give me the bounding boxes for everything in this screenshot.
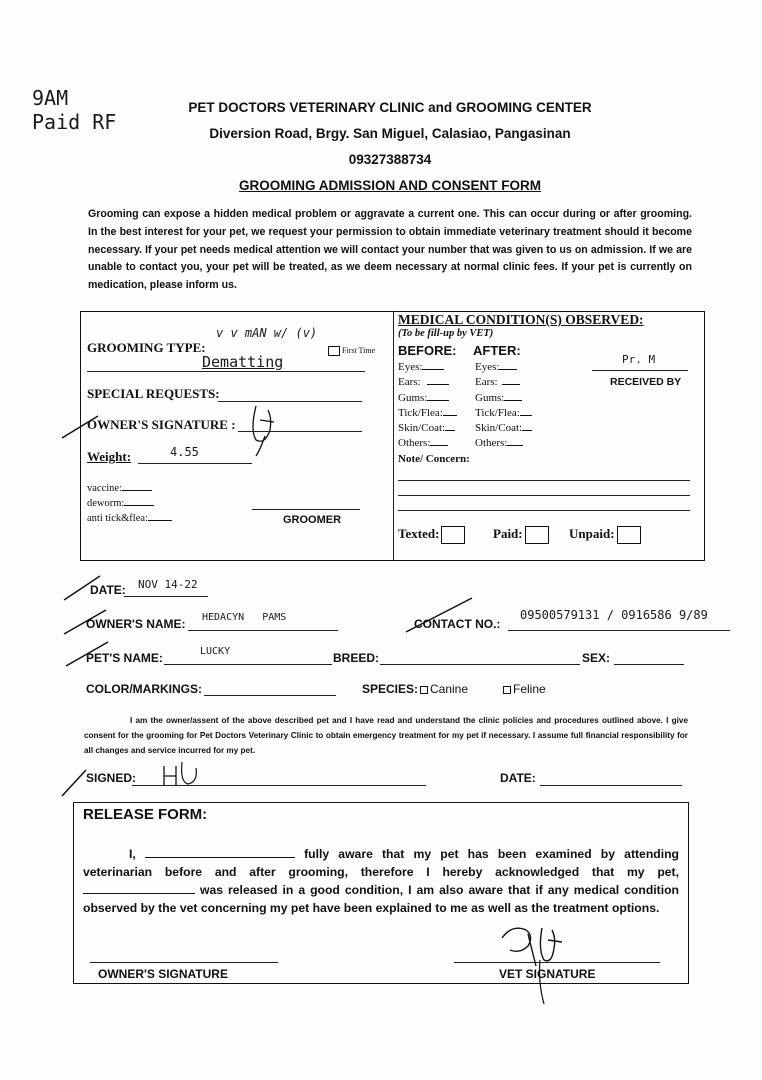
before-others: Others: <box>398 437 448 449</box>
after-others: Others: <box>475 437 523 449</box>
release-owner-sig-line <box>90 962 278 963</box>
first-time-checkbox[interactable] <box>328 346 340 356</box>
contact-value: 09500579131 / 0916586 9/89 <box>520 608 708 622</box>
weight-value: 4.55 <box>170 445 199 459</box>
release-paragraph <box>83 845 679 917</box>
box-divider <box>393 311 394 560</box>
deworm-label: deworm: <box>87 498 125 509</box>
release-text-i: I, <box>129 847 136 861</box>
unpaid-checkbox[interactable] <box>617 526 641 544</box>
groomer-label: GROOMER <box>283 514 342 526</box>
before-gums: Gums: <box>398 392 449 404</box>
after-gums: Gums: <box>475 392 522 404</box>
after-tick: Tick/Flea: <box>475 407 532 419</box>
before-ears: Ears: <box>398 376 449 388</box>
grooming-type-line2 <box>87 371 365 372</box>
sex-label: SEX: <box>582 651 611 665</box>
before-skin: Skin/Coat: <box>398 422 455 434</box>
species-canine-option[interactable] <box>420 682 468 696</box>
grooming-type-label: GROOMING TYPE: <box>87 340 206 355</box>
consent-text: I am the owner/assent of the above described pet and I have read and understand the clinic policies and procedures outlined above. I give consent for the grooming for Pet Doctors Veterinary Clinic to obtain emergency treatment for my pet if necessary. I assume full financial responsibility for all changes and service incurred for my pet. <box>84 716 688 755</box>
unpaid-label: Unpaid: <box>569 526 615 541</box>
contact-label: CONTACT NO.: <box>414 617 501 631</box>
weight-label: Weight: <box>87 449 132 464</box>
signed-label: SIGNED: <box>86 771 137 785</box>
pet-name-label: PET'S NAME: <box>86 651 163 665</box>
unpaid-field[interactable] <box>569 526 641 544</box>
release-vet-sig-label: VET SIGNATURE <box>499 967 596 981</box>
form-title <box>140 178 640 193</box>
paid-field[interactable] <box>493 526 549 544</box>
intro-text: Grooming can expose a hidden medical problem or aggravate a current one. This can occur during or after grooming. In the best interest for your pet, we request your permission to obtain immediate veterinary treatment should it become necessary. If your pet needs medical attention we will contact your number that was given to us on admission. If we are unable to contact you, your pet will be treated, as we deem necessary at normal clinic fees. If your pet is currently on medication, please inform us. <box>88 208 692 292</box>
anti-tick-row <box>87 513 172 524</box>
note-line-3 <box>398 510 690 511</box>
clinic-name: PET DOCTORS VETERINARY CLINIC and GROOMING CENTER <box>188 100 592 115</box>
before-label: BEFORE: <box>398 343 457 358</box>
medical-subtitle: (To be fill-up by VET) <box>398 328 494 339</box>
canine-checkbox[interactable] <box>420 686 428 694</box>
vet-signature-mark <box>492 910 582 1010</box>
paid-label: Paid: <box>493 526 523 541</box>
canine-label: Canine <box>430 682 469 696</box>
owner-name-label: OWNER'S NAME: <box>86 617 186 631</box>
special-requests-label: SPECIAL REQUESTS: <box>87 386 220 401</box>
signed-date-label: DATE: <box>500 771 536 785</box>
after-eyes: Eyes: <box>475 361 517 373</box>
release-title: RELEASE FORM: <box>83 806 208 823</box>
clinic-phone: 09327388734 <box>348 152 432 167</box>
handwritten-note <box>32 86 116 134</box>
feline-checkbox[interactable] <box>503 686 511 694</box>
received-by-label: RECEIVED BY <box>610 376 682 388</box>
sex-line <box>614 664 684 665</box>
after-ears: Ears: <box>475 376 520 388</box>
clinic-address: Diversion Road, Brgy. San Miguel, Calasiao, Pangasinan <box>209 126 571 141</box>
handwritten-paid: Paid RF <box>32 110 117 134</box>
received-by-line <box>592 370 688 371</box>
signed-date-line <box>540 785 682 786</box>
medical-title: MEDICAL CONDITION(S) OBSERVED: <box>398 312 644 327</box>
first-time-option[interactable] <box>328 346 375 356</box>
note-concern-label: Note/ Concern: <box>398 453 470 465</box>
before-eyes: Eyes: <box>398 361 444 373</box>
signed-mark <box>60 756 220 800</box>
groomer-line <box>252 509 360 510</box>
form-title-text: GROOMING ADMISSION AND CONSENT FORM <box>239 178 541 193</box>
feline-label: Feline <box>513 682 546 696</box>
texted-checkbox[interactable] <box>441 526 465 544</box>
species-label: SPECIES: <box>362 682 419 696</box>
weight-line <box>138 463 252 464</box>
pet-name-line <box>164 664 332 665</box>
texted-label: Texted: <box>398 526 440 541</box>
grooming-type-value: v v mAN w/ (v) <box>216 326 318 340</box>
contact-line <box>508 630 730 631</box>
before-tick: Tick/Flea: <box>398 407 457 419</box>
color-markings-line <box>204 695 336 696</box>
owner-signature-label: OWNER'S SIGNATURE : <box>87 417 236 432</box>
after-skin: Skin/Coat: <box>475 422 532 434</box>
date-label: DATE: <box>90 583 126 597</box>
owner-name-value: HEDACYN PAMS <box>202 612 287 623</box>
color-markings-label: COLOR/MARKINGS: <box>86 682 202 696</box>
release-owner-blank[interactable] <box>145 857 295 858</box>
breed-line <box>380 664 580 665</box>
release-text-1: fully aware that my pet has been examined by attending veterinarian before and after grooming, therefore I hereby acknowledged that my pet, <box>83 847 679 879</box>
texted-field[interactable] <box>398 526 465 544</box>
note-line-1 <box>398 480 690 481</box>
vaccine-label: vaccine: <box>87 483 122 494</box>
vaccine-row <box>87 483 152 494</box>
received-by-value: Pr. M <box>622 353 656 366</box>
breed-label: BREED: <box>333 651 380 665</box>
species-feline-option[interactable] <box>503 682 546 696</box>
deworm-row <box>87 498 154 509</box>
release-text-2: was released in a good condition, I am also aware that if any medical condition observed by the vet concerning my pet have been explained to me as well as the treatment options. <box>83 883 679 915</box>
handwritten-time: 9AM <box>32 86 69 110</box>
pet-name-value: LUCKY <box>200 646 231 657</box>
paid-checkbox[interactable] <box>525 526 549 544</box>
grooming-type-value2: Dematting <box>202 353 284 371</box>
release-owner-sig-label: OWNER'S SIGNATURE <box>98 967 228 981</box>
anti-tick-label: anti tick&flea: <box>87 513 148 524</box>
note-line-2 <box>398 495 690 496</box>
date-value: NOV 14-22 <box>138 578 198 591</box>
release-pet-blank[interactable] <box>83 893 195 894</box>
first-time-label: First Time <box>342 346 376 355</box>
after-label: AFTER: <box>473 343 521 358</box>
